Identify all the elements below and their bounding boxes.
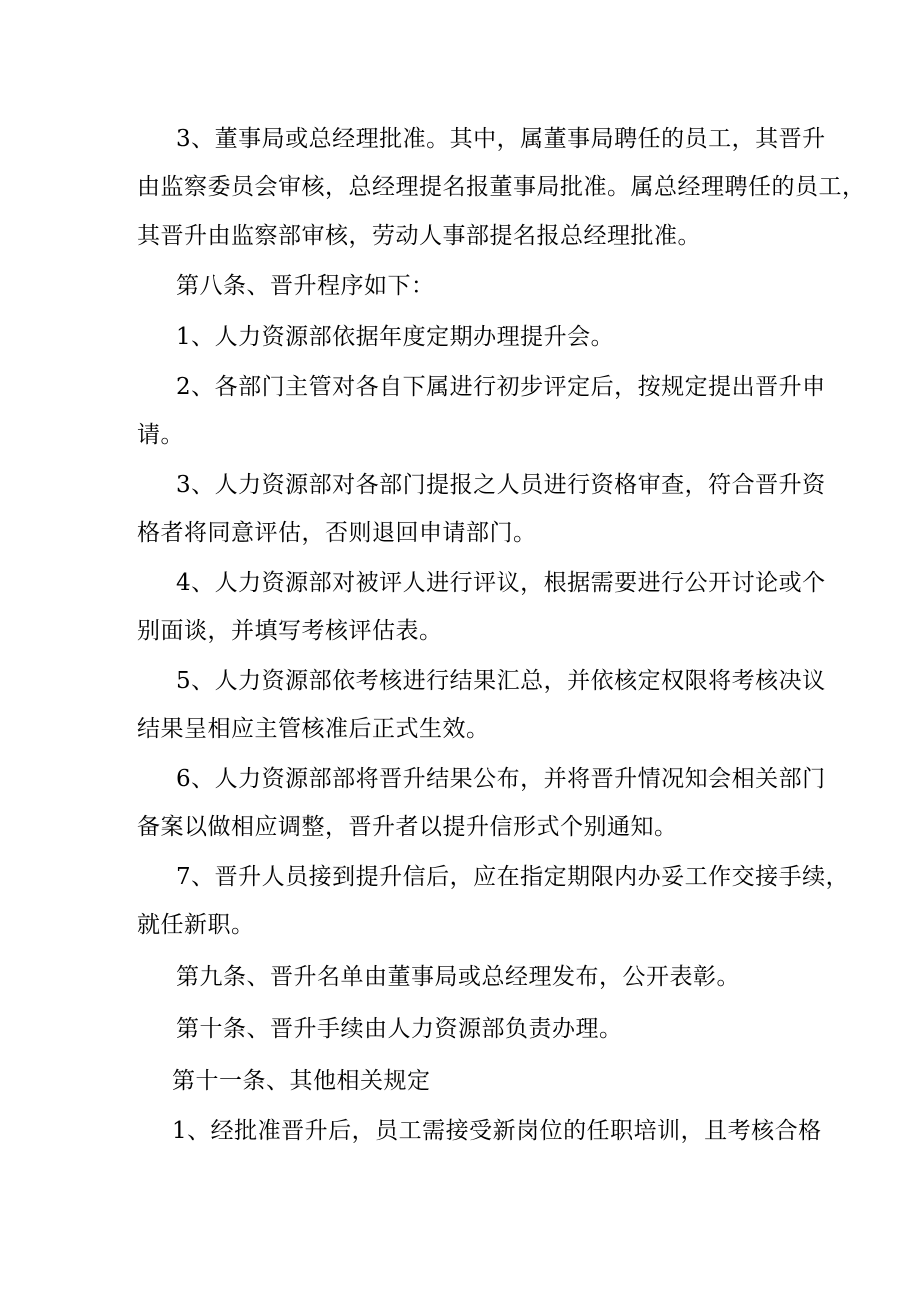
text-line: 其晋升由监察部审核，劳动人事部提名报总经理批准。 bbox=[137, 223, 701, 249]
list-item: 6、人力资源部部将晋升结果公布，并将晋升情况知会相关部门 bbox=[176, 766, 826, 792]
section-heading: 第八条、晋升程序如下： bbox=[176, 273, 435, 299]
list-item: 7、晋升人员接到提升信后，应在指定期限内办妥工作交接手续， bbox=[176, 864, 850, 890]
section-heading: 第十一条、其他相关规定 bbox=[172, 1068, 431, 1094]
text-line: 别面谈，并填写考核评估表。 bbox=[137, 618, 443, 644]
text-line: 就任新职。 bbox=[137, 912, 255, 938]
list-item: 2、各部门主管对各自下属进行初步评定后，按规定提出晋升申 bbox=[176, 374, 826, 400]
text-line: 由监察委员会审核，总经理提名报董事局批准。属总经理聘任的员工， bbox=[137, 174, 866, 200]
text-line: 3、董事局或总经理批准。其中，属董事局聘任的员工，其晋升 bbox=[176, 126, 826, 152]
list-item: 3、人力资源部对各部门提报之人员进行资格审查，符合晋升资 bbox=[176, 472, 826, 498]
list-item: 1、人力资源部依据年度定期办理提升会。 bbox=[176, 324, 615, 350]
text-line: 格者将同意评估，否则退回申请部门。 bbox=[137, 520, 537, 546]
text-line: 结果呈相应主管核准后正式生效。 bbox=[137, 716, 490, 742]
section-heading: 第十条、晋升手续由人力资源部负责办理。 bbox=[176, 1016, 623, 1042]
list-item: 5、人力资源部依考核进行结果汇总，并依核定权限将考核决议 bbox=[176, 668, 826, 694]
section-heading: 第九条、晋升名单由董事局或总经理发布，公开表彰。 bbox=[176, 964, 740, 990]
list-item: 4、人力资源部对被评人进行评议，根据需要进行公开讨论或个 bbox=[176, 570, 826, 596]
text-line: 请。 bbox=[137, 422, 184, 448]
text-line: 备案以做相应调整，晋升者以提升信形式个别通知。 bbox=[137, 814, 678, 840]
list-item: 1、经批准晋升后，员工需接受新岗位的任职培训，且考核合格 bbox=[172, 1118, 822, 1144]
